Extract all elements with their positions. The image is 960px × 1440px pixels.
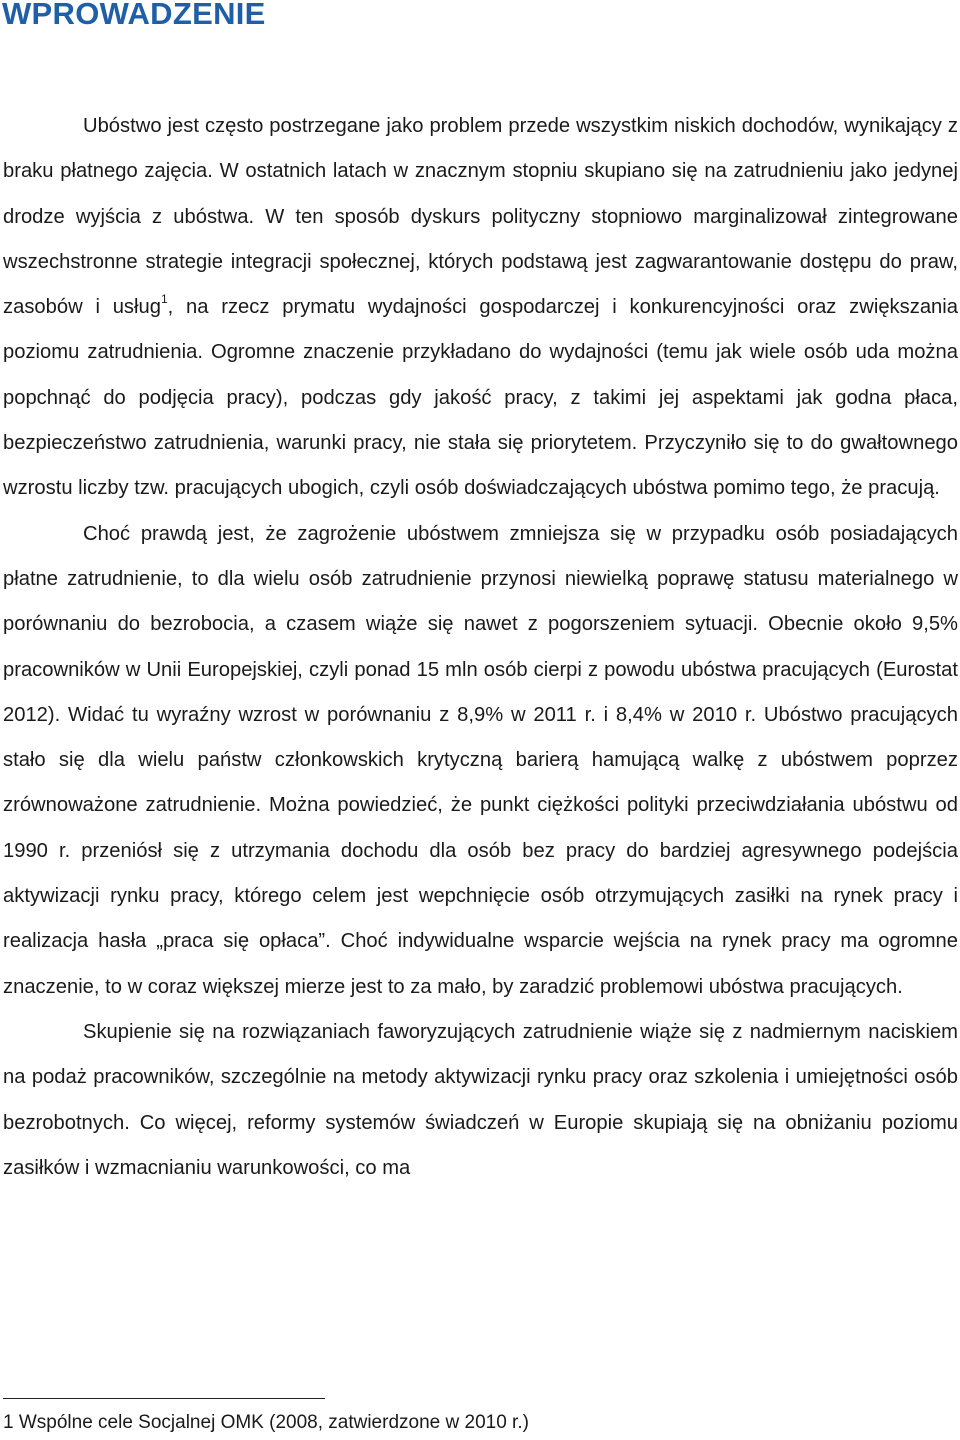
section-heading: WPROWADZENIE xyxy=(2,0,266,31)
body-text xyxy=(3,104,958,1191)
footnote: 1 Wspólne cele Socjalnej OMK (2008, zatwierdzone w 2010 r.) xyxy=(3,1412,529,1433)
paragraph-1 xyxy=(3,104,958,512)
paragraph-3: Skupienie się na rozwiązaniach faworyzujących zatrudnienie wiąże się z nadmiernym naciskiem na podaż pracowników, szczególnie na metody aktywizacji rynku pracy oraz szkolenia i umiejętności osób bezrobotnych. Co więcej, reformy systemów świadczeń w Europie skupiają się na obniżaniu poziomu zasiłków i wzmacnianiu warunkowości, co ma xyxy=(3,1020,958,1179)
paragraph-1-part-2: , na rzecz prymatu wydajności gospodarczej i konkurencyjności oraz zwiększania poziomu zatrudnienia. Ogromne znaczenie przykładano do wydajności (temu jak wiele osób uda można popchnąć do podjęcia pracy), podczas gdy jakość pracy, z takimi jej aspektami jak godna płaca, bezpieczeństwo zatrudnienia, warunki pracy, nie stała się priorytetem. Przyczyniło się to do gwałtownego wzrostu liczby tzw. pracujących ubogich, czyli osób doświadczających ubóstwa pomimo tego, że pracują. xyxy=(3,296,958,500)
footnote-reference[interactable]: 1 xyxy=(160,292,168,307)
footnote-separator xyxy=(3,1398,325,1399)
paragraph-1-part-1: Ubóstwo jest często postrzegane jako problem przede wszystkim niskich dochodów, wynikający z braku płatnego zajęcia. W ostatnich latach w znacznym stopniu skupiano się na zatrudnieniu jako jedynej drodze wyjścia z ubóstwa. W ten sposób dyskurs polityczny stopniowo marginalizował zintegrowane wszechstronne strategie integracji społecznej, których podstawą jest zagwarantowanie dostępu do praw, zasobów i usług xyxy=(3,115,958,319)
paragraph-2: Choć prawdą jest, że zagrożenie ubóstwem zmniejsza się w przypadku osób posiadających płatne zatrudnienie, to dla wielu osób zatrudnienie przynosi niewielką poprawę statusu materialnego w porównaniu do bezrobocia, a czasem wiąże się nawet z pogorszeniem sytuacji. Obecnie około 9,5% pracowników w Unii Europejskiej, czyli ponad 15 mln osób cierpi z powodu ubóstwa pracujących (Eurostat 2012). Widać tu wyraźny wzrost w porównaniu z 8,9% w 2011 r. i 8,4% w 2010 r. Ubóstwo pracujących stało się dla wielu państw członkowskich krytyczną barierą hamującą walkę z ubóstwem poprzez zrównoważone zatrudnienie. Można powiedzieć, że punkt ciężkości polityki przeciwdziałania ubóstwu od 1990 r. przeniósł się z utrzymania dochodu dla osób bez pracy do bardziej agresywnego podejścia aktywizacji rynku pracy, którego celem jest wepchnięcie osób otrzymujących zasiłki na rynek pracy i realizacja hasła „praca się opłaca”. Choć indywidualne wsparcie wejścia na rynek pracy ma ogromne znaczenie, to w coraz większej mierze jest to za mało, by zaradzić problemowi ubóstwa pracujących. xyxy=(3,522,958,998)
